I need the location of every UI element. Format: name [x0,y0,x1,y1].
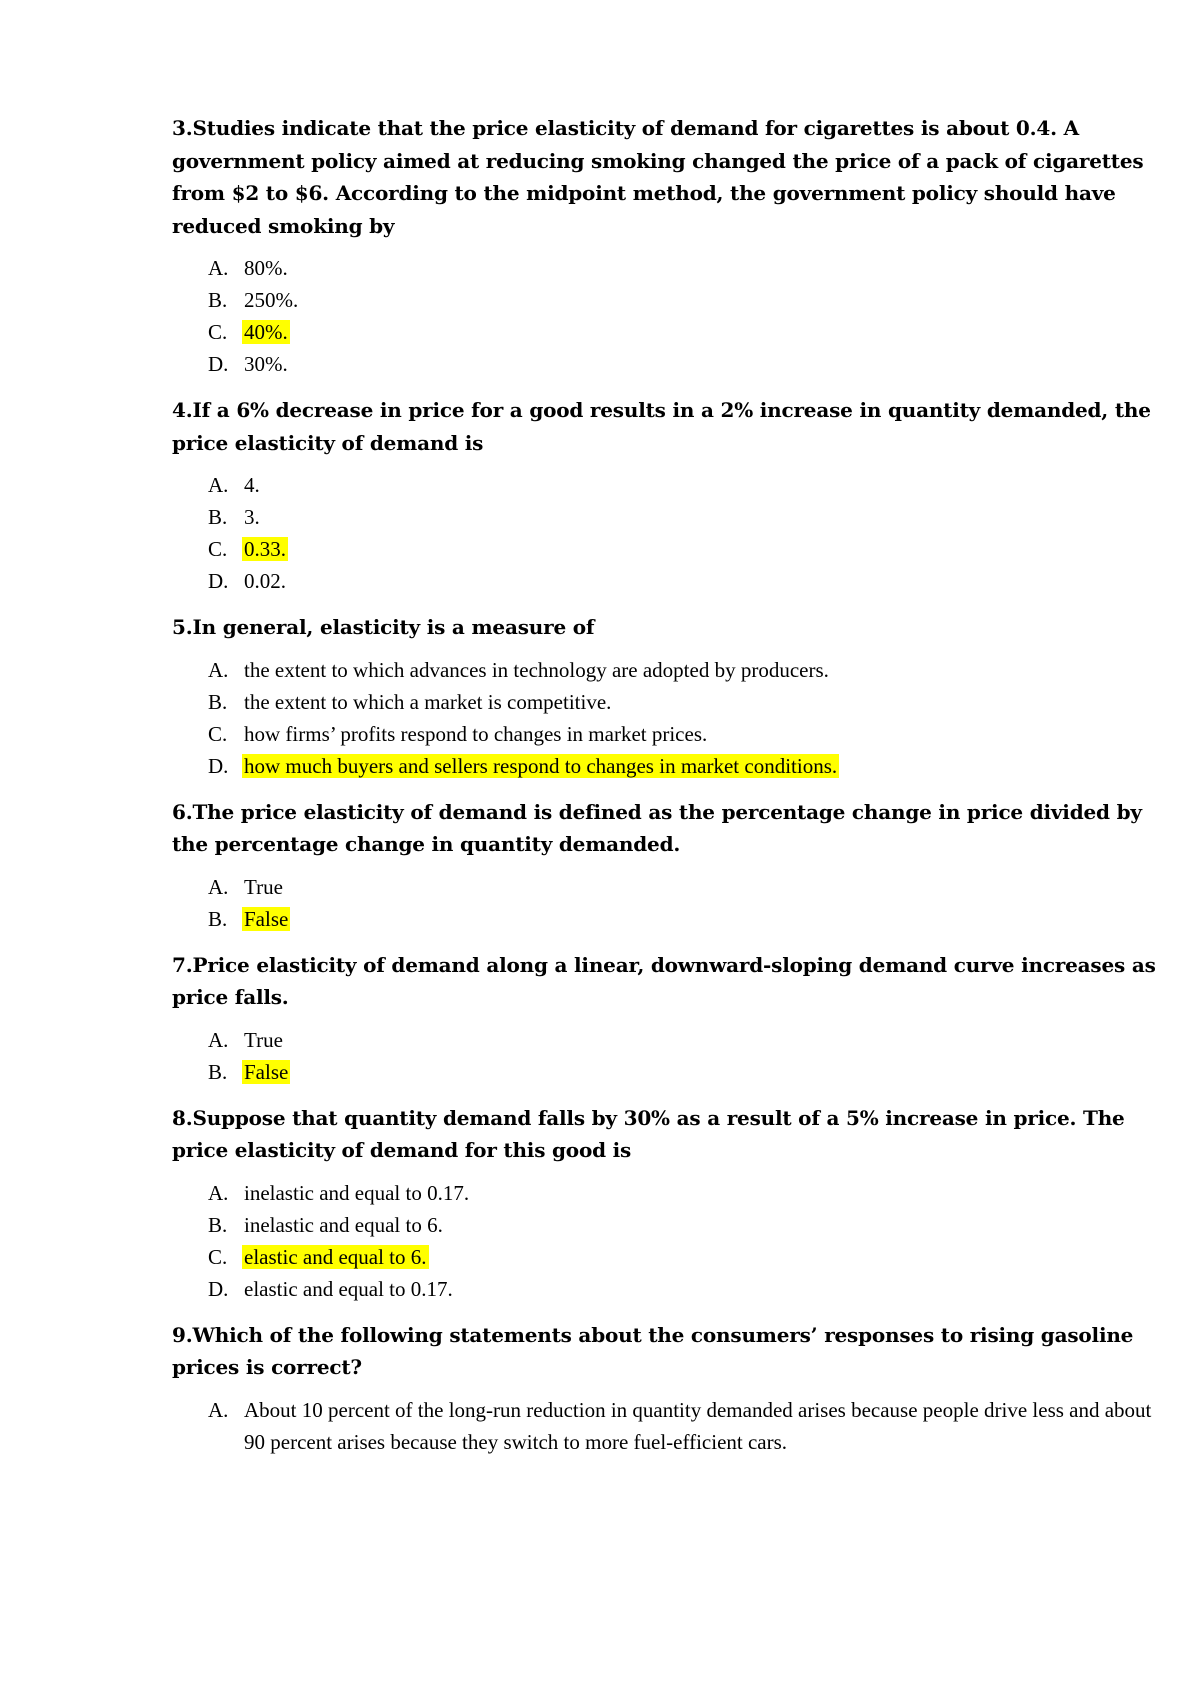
question-number: 7. [172,952,193,977]
answer-options [172,252,1162,380]
answer-option-c-highlighted [172,1241,1162,1273]
question-body: Which of the following statements about the consumers’ responses to rising gasoline prices is correct? [172,1322,1134,1379]
question-number: 4. [172,398,193,422]
option-text: 40%. [244,320,288,344]
option-letter: B. [208,1059,228,1084]
answer-option-a [172,469,1162,501]
option-letter: A. [208,874,229,899]
question-body: Suppose that quantity demand falls by 30% as a result of a 5% increase in price. The price elasticity of demand for this good is [172,1105,1125,1162]
option-text: 4. [244,473,260,497]
option-letter: B. [208,1212,228,1237]
question-text [172,112,1162,242]
option-letter: A. [208,1397,229,1422]
answer-option-d [172,565,1162,597]
answer-options [172,1394,1162,1458]
question-6 [172,796,1162,935]
question-number: 5. [172,615,193,639]
option-letter: D. [208,569,229,593]
question-9 [172,1319,1162,1458]
answer-option-c-highlighted [172,316,1162,348]
option-text: elastic and equal to 6. [244,1244,427,1269]
option-text: how firms’ profits respond to changes in market prices. [244,721,708,746]
question-number: 8. [172,1105,193,1130]
option-letter: D. [208,753,229,778]
answer-option-d-highlighted [172,750,1162,782]
option-text: the extent to which a market is competitive. [244,689,612,714]
question-body: In general, elasticity is a measure of [192,615,595,639]
option-letter: C. [208,721,228,746]
quiz-content [172,112,1162,1472]
answer-options [172,1177,1162,1305]
option-text: 3. [244,505,260,529]
option-letter: A. [208,1027,229,1052]
option-letter: B. [208,288,228,312]
answer-option-b-highlighted [172,903,1162,935]
answer-option-a [172,252,1162,284]
option-text: 0.33. [244,537,286,561]
question-text [172,611,1162,644]
option-text: About 10 percent of the long-run reduction in quantity demanded arises because people drive less and about 90 percent arises because they switch to more fuel-efficient cars. [244,1397,1152,1454]
answer-option-d [172,348,1162,380]
answer-option-b-highlighted [172,1056,1162,1088]
answer-option-c [172,718,1162,750]
answer-option-a [172,654,1162,686]
question-body: If a 6% decrease in price for a good results in a 2% increase in quantity demanded, the price elasticity of demand is [172,398,1151,455]
question-body: The price elasticity of demand is defined as the percentage change in price divided by the percentage change in quantity demanded. [172,799,1142,856]
answer-option-b [172,686,1162,718]
question-text [172,1319,1162,1384]
answer-options [172,469,1162,597]
option-text: 250%. [244,288,299,312]
answer-options [172,654,1162,782]
question-body: Studies indicate that the price elasticity of demand for cigarettes is about 0.4. A government policy aimed at reducing smoking changed the price of a pack of cigarettes from $2 to $6. According to the midpoint method, the government policy should have reduced smoking by [172,116,1144,238]
option-text: the extent to which advances in technology are adopted by producers. [244,657,829,682]
option-text: True [244,1027,283,1052]
answer-option-d [172,1273,1162,1305]
answer-option-b [172,284,1162,316]
option-text: elastic and equal to 0.17. [244,1276,453,1301]
option-text: 30%. [244,352,288,376]
question-4 [172,394,1162,597]
option-text: False [244,906,289,931]
answer-option-a [172,1177,1162,1209]
question-3 [172,112,1162,380]
question-8 [172,1102,1162,1305]
option-letter: A. [208,1180,229,1205]
option-letter: D. [208,352,229,376]
answer-option-b [172,1209,1162,1241]
option-letter: C. [208,537,228,561]
question-number: 3. [172,116,193,140]
option-text: inelastic and equal to 6. [244,1212,443,1237]
option-letter: A. [208,473,229,497]
option-text: inelastic and equal to 0.17. [244,1180,470,1205]
question-text [172,796,1162,861]
option-letter: D. [208,1276,229,1301]
option-text: True [244,874,283,899]
option-letter: A. [208,657,229,682]
answer-option-b [172,501,1162,533]
option-letter: A. [208,256,229,280]
option-letter: B. [208,505,228,529]
question-text [172,394,1162,459]
option-letter: C. [208,320,228,344]
question-5 [172,611,1162,782]
option-text: 0.02. [244,569,286,593]
question-text [172,1102,1162,1167]
answer-option-a [172,871,1162,903]
option-text: how much buyers and sellers respond to changes in market conditions. [244,753,838,778]
question-number: 6. [172,799,193,824]
answer-option-c-highlighted [172,533,1162,565]
option-letter: B. [208,689,228,714]
question-number: 9. [172,1322,193,1347]
answer-option-a [172,1024,1162,1056]
answer-options [172,1024,1162,1088]
option-letter: C. [208,1244,228,1269]
option-text: 80%. [244,256,288,280]
answer-options [172,871,1162,935]
question-text [172,949,1162,1014]
question-body: Price elasticity of demand along a linear, downward-sloping demand curve increases as price falls. [172,952,1156,1009]
answer-option-a [172,1394,1162,1458]
option-text: False [244,1059,289,1084]
option-letter: B. [208,906,228,931]
question-7 [172,949,1162,1088]
